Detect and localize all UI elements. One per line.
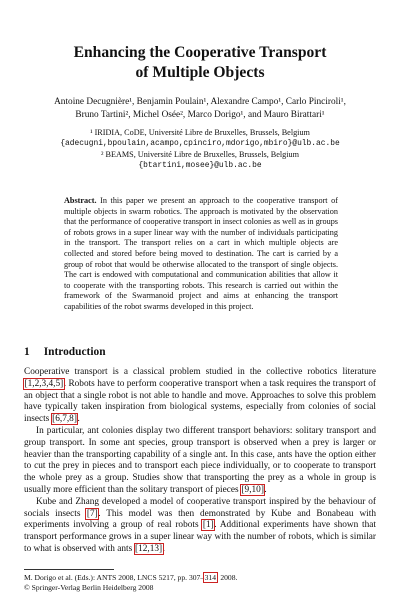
abstract — [64, 196, 338, 313]
text-run: Cooperative transport is a classical problem studied in the collective robotics literature — [24, 367, 376, 377]
paragraph-2 — [24, 426, 376, 497]
text-run: . Robots have to perform cooperative transport when a task requires the transport of an object that a single robot is not able to handle and move. Approaches to solve this problem have typically taken inspiration from biological systems, especially from colonies of social insects — [24, 378, 376, 425]
text-run: . This model was then demonstrated by Kube and Bonabeau with experiments involving a group of real robots — [24, 508, 376, 531]
footer-copyright: © Springer-Verlag Berlin Heidelberg 2008 — [24, 583, 154, 592]
footer-text: M. Dorigo et al. (Eds.): ANTS 2008, LNCS 5217, pp. 307– — [24, 573, 205, 582]
affiliation-2: ² BEAMS, Université Libre de Bruxelles, Brussels, Belgium — [100, 150, 300, 159]
paragraph-1 — [24, 367, 376, 426]
affiliation-1-email: {adecugni,bpoulain,acampo,cpinciro,mdorigo,mbiro}@ulb.ac.be — [60, 139, 340, 148]
paragraph-3 — [24, 497, 376, 556]
affiliation-2-email: {btartini,mosee}@ulb.ac.be — [138, 161, 262, 170]
section-title: Introduction — [43, 346, 106, 358]
title-line-2: of Multiple Objects — [135, 64, 265, 81]
text-run: Kube and Zhang developed a model of cooperative transport inspired by the behaviour of socials insects — [24, 496, 376, 519]
footer-text: , 2008. — [216, 573, 238, 582]
abstract-label: Abstract. — [64, 196, 97, 205]
affiliations — [24, 127, 376, 171]
title-line-1: Enhancing the Cooperative Transport — [73, 44, 327, 61]
text-run: . — [77, 414, 80, 425]
text-run: . — [162, 543, 165, 554]
text-run: In particular, ant colonies display two different transport behaviors: solitary transport and group transport. In some ant species, group transport is observed when a prey is larger or heavier than the transporting capability of a single ant. In this case, ants have the option either to cut the prey in pieces and to transport each piece individually, or to cooperate to transport the whole prey as a group. Studies show that transporting the prey as a whole in group is usually more efficient than the solitary transport of pieces — [24, 425, 376, 495]
abstract-text: In this paper we present an approach to the cooperative transport of multiple objects in swarm robotics. The approach is motivated by the observation that the performance of cooperative transport in insect colonies as well as in groups of robots grows in a super linear way with the number of individuals participating in the transport. The transport relies on a cart in which multiple objects are collected and stored before being moved to destination. The cart is carried by a group of robot that would be otherwise allocated to the transport of single objects. The cart is endowed with computational and communication abilities that allow it to cooperate with the transporting robots. This research is carried out within the framework of the Swarmanoid project and aims at enhancing the transport capabilities of the robot swarms developed in this project. — [64, 196, 338, 311]
section-body — [24, 367, 376, 556]
citation-link[interactable]: [12,13] — [135, 543, 163, 554]
page-link[interactable]: 314 — [204, 573, 217, 582]
authors-line-1: Antoine Decugnière¹, Benjamin Poulain¹, Alexandre Campo¹, Carlo Pinciroli¹, — [54, 97, 346, 107]
footer-citation — [24, 573, 376, 583]
text-run: . Additional experiments have shown that transport performance grows in a super linear way with the number of robots, which is similar to what is observed with ants — [24, 520, 376, 554]
text-run: . — [264, 484, 267, 495]
citation-link[interactable]: [1] — [202, 520, 214, 531]
citation-link[interactable]: [9,10] — [241, 484, 264, 495]
section-heading — [24, 346, 106, 358]
author-list — [24, 96, 376, 121]
section-number: 1 — [24, 346, 30, 358]
affiliation-1: ¹ IRIDIA, CoDE, Université Libre de Bruxelles, Brussels, Belgium — [90, 128, 310, 137]
page-footer — [24, 573, 376, 593]
citation-link[interactable]: [6,7,8] — [52, 414, 77, 425]
authors-line-2: Bruno Tartini², Michel Osée², Marco Dorigo¹, and Mauro Birattari¹ — [75, 109, 325, 120]
citation-link[interactable]: [1,2,3,4,5] — [24, 378, 64, 389]
citation-link[interactable]: [7] — [86, 508, 98, 519]
footer-divider — [24, 569, 114, 570]
paper-title — [0, 43, 400, 83]
